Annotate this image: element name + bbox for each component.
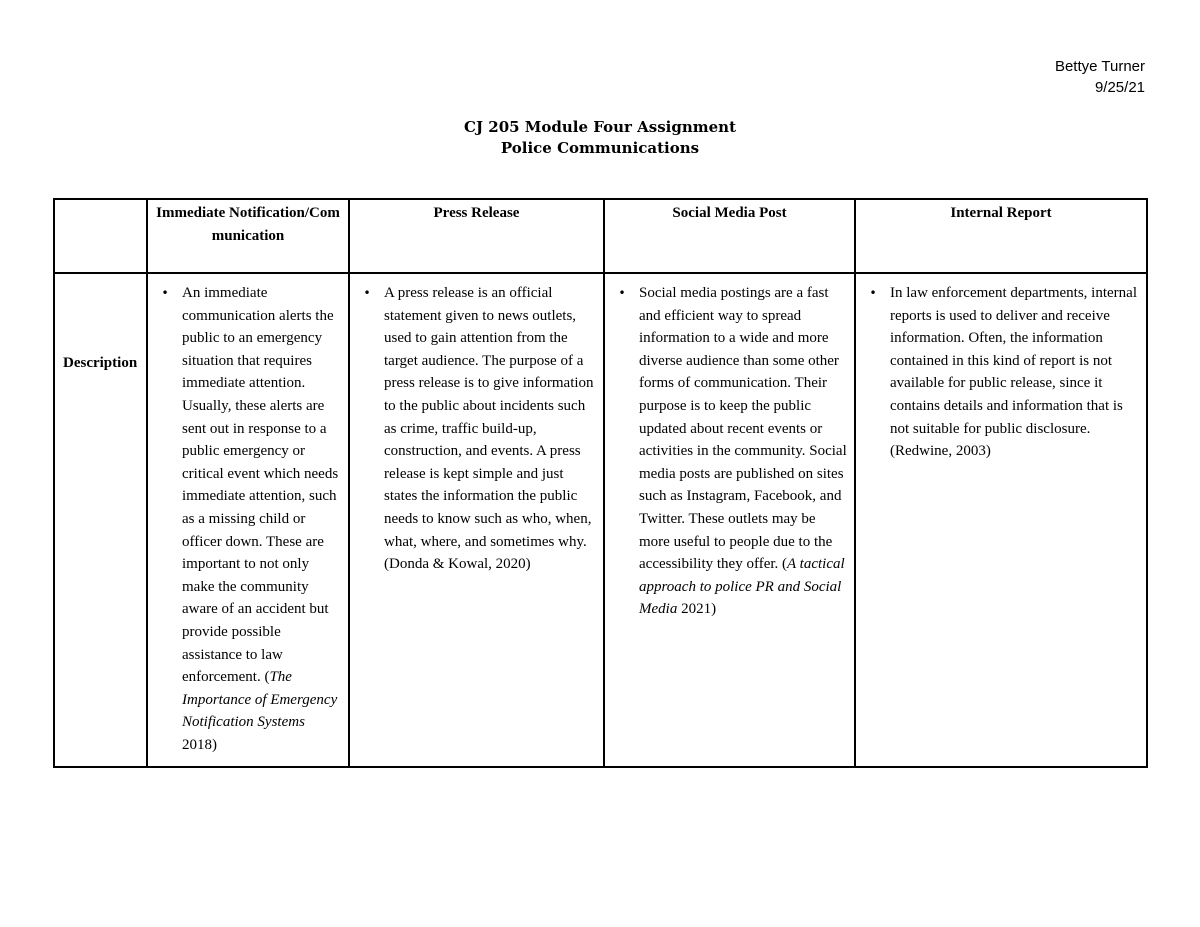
document-title bbox=[0, 117, 1200, 159]
cell-internal-report bbox=[855, 273, 1147, 767]
cell-press-release bbox=[349, 273, 604, 767]
title-line-1: CJ 205 Module Four Assignment bbox=[464, 118, 736, 136]
cell-body: An immediate communication alerts the public to an emergency situation that requires immediate attention. Usually, these alerts are sent out in response to a public emergency or critical event which needs immediate attention, such as a missing child or officer down. These are important to not only make the community aware of an accident but provide possible assistance to law enforcement. ( bbox=[182, 285, 339, 686]
table-rule bbox=[593, 273, 603, 274]
author-name: Bettye Turner bbox=[1054, 58, 1145, 75]
cell-immediate-notification bbox=[147, 273, 349, 767]
header-social-media-post: Social Media Post bbox=[604, 199, 855, 273]
communications-table bbox=[53, 198, 1148, 768]
cell-text bbox=[182, 282, 342, 756]
table-rule bbox=[1136, 273, 1146, 274]
citation-title: A tactical approach to police PR and Social Media bbox=[639, 556, 845, 618]
bullet-icon: • bbox=[869, 286, 877, 300]
header-empty bbox=[54, 199, 147, 273]
bullet-icon: • bbox=[363, 286, 371, 300]
cell-text bbox=[384, 282, 597, 576]
table-rule bbox=[844, 273, 854, 274]
table-header-row bbox=[54, 199, 1147, 273]
cell-body: A press release is an official statement given to news outlets, used to gain attention from the target audience. The purpose of a press release is to give information to the public about incidents such as crime, traffic build-up, construction, and events. A press release is kept simple and just states the information the public needs to know such as who, when, what, where, and sometimes why. (Donda & Kowal, 2020) bbox=[384, 285, 594, 573]
author-block bbox=[1055, 56, 1145, 98]
table-rule bbox=[605, 273, 638, 274]
bullet-icon: • bbox=[618, 286, 626, 300]
citation-title: The Importance of Emergency Notification Systems bbox=[182, 669, 338, 731]
table-rule bbox=[292, 273, 348, 274]
author-date: 9/25/21 bbox=[1094, 79, 1145, 96]
bullet-icon: • bbox=[161, 286, 169, 300]
cell-text bbox=[639, 282, 848, 621]
table-rule bbox=[350, 273, 382, 274]
table-rule bbox=[856, 273, 889, 274]
header-internal-report: Internal Report bbox=[855, 199, 1147, 273]
cell-social-media-post bbox=[604, 273, 855, 767]
table-row bbox=[54, 273, 1147, 767]
table-rule bbox=[148, 273, 178, 274]
citation-year: 2018) bbox=[182, 736, 217, 753]
cell-text bbox=[890, 282, 1140, 463]
row-label-description: Description bbox=[54, 273, 147, 767]
cell-body: Social media postings are a fast and efficient way to spread information to a wide and more diverse audience than some other forms of communication. Their purpose is to keep the public updated about recent events or activities in the community. Social media posts are published on sites such as Instagram, Facebook, and Twitter. These outlets may be more useful to people due to the accessibility they offer. ( bbox=[639, 285, 847, 573]
header-press-release: Press Release bbox=[349, 199, 604, 273]
title-line-2: Police Communications bbox=[500, 139, 700, 157]
cell-body: In law enforcement departments, internal reports is used to deliver and receive information. Often, the information contained in this kind of report is not available for public release, since it contains details and information that is not suitable for public disclosure. (Redwine, 2003) bbox=[890, 285, 1137, 460]
header-immediate-notification: Immediate Notification/Communication bbox=[147, 199, 349, 273]
citation-year: 2021) bbox=[677, 601, 717, 618]
